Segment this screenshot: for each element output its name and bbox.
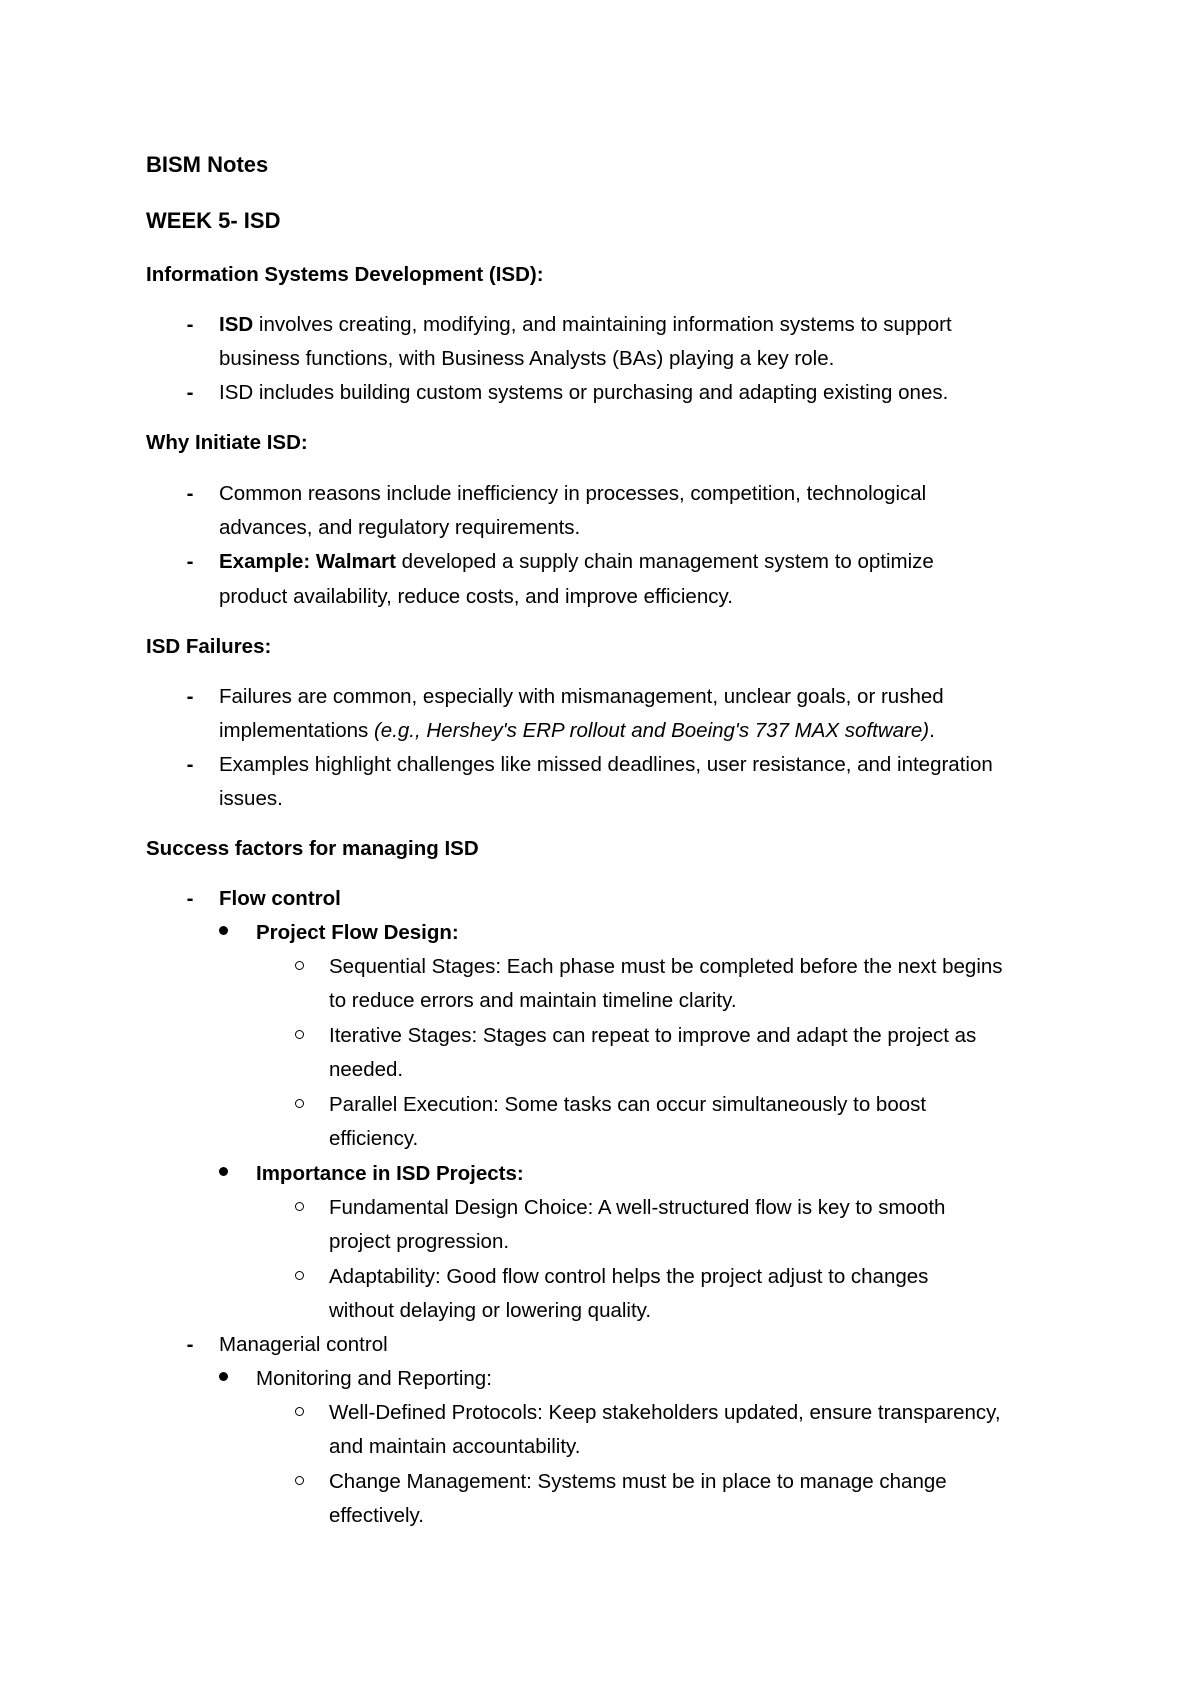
list-item-line: effectively. — [329, 1504, 424, 1527]
dash-bullet: - — [186, 753, 194, 776]
list-item-line: Fundamental Design Choice: A well-structured flow is key to smooth — [329, 1196, 946, 1219]
list-item-text: developed a supply chain management system to optimize — [395, 550, 934, 573]
dash-bullet: - — [186, 482, 194, 505]
list-item-line: Failures are common, especially with mismanagement, unclear goals, or rushed — [219, 685, 944, 708]
bullet-dot — [219, 1167, 228, 1176]
list-item-line: Well-Defined Protocols: Keep stakeholders updated, ensure transparency, — [329, 1401, 1001, 1424]
list-item-line: ISD includes building custom systems or purchasing and adapting existing ones. — [219, 381, 949, 404]
list-item-line: advances, and regulatory requirements. — [219, 516, 581, 539]
document-title: BISM Notes — [146, 152, 269, 177]
list-item-line: to reduce errors and maintain timeline clarity. — [329, 989, 737, 1012]
bullet-circle — [295, 1476, 304, 1485]
dash-bullet: - — [186, 313, 194, 336]
list-item-line: Sequential Stages: Each phase must be completed before the next begins — [329, 955, 1003, 978]
dash-bullet: - — [186, 685, 194, 708]
importance-label: Importance in ISD Projects: — [256, 1162, 524, 1185]
list-item-line: Common reasons include inefficiency in processes, competition, technological — [219, 482, 927, 505]
week-heading: WEEK 5- ISD — [146, 208, 281, 233]
list-item-text: implementations — [219, 719, 374, 742]
list-item-line: Iterative Stages: Stages can repeat to improve and adapt the project as — [329, 1024, 977, 1047]
list-item-line: product availability, reduce costs, and improve efficiency. — [219, 585, 733, 608]
list-item-text: involves creating, modifying, and maintaining information systems to support — [253, 313, 952, 336]
flow-control-label: Flow control — [219, 887, 341, 910]
list-item-line: and maintain accountability. — [329, 1435, 581, 1458]
bold-term: ISD — [219, 313, 254, 336]
list-item-text: . — [929, 719, 935, 742]
list-item-line: Examples highlight challenges like missed deadlines, user resistance, and integration — [219, 753, 993, 776]
bullet-circle — [295, 1202, 304, 1211]
dash-bullet: - — [186, 550, 194, 573]
list-item-line: needed. — [329, 1058, 404, 1081]
list-item-line: without delaying or lowering quality. — [329, 1299, 652, 1322]
dash-bullet: - — [186, 381, 194, 404]
bullet-circle — [295, 1271, 304, 1280]
bold-term: Example: Walmart — [219, 550, 396, 573]
list-item-line: business functions, with Business Analysts (BAs) playing a key role. — [219, 347, 835, 370]
section-heading-failures: ISD Failures: — [146, 635, 272, 658]
list-item-line: efficiency. — [329, 1127, 419, 1150]
bullet-circle — [295, 1099, 304, 1108]
italic-example: (e.g., Hershey's ERP rollout and Boeing's 737 MAX software) — [373, 719, 930, 742]
section-heading-success: Success factors for managing ISD — [146, 837, 479, 860]
list-item-line — [219, 549, 934, 575]
list-item-line: issues. — [219, 787, 283, 810]
list-item-line: Adaptability: Good flow control helps the project adjust to changes — [329, 1265, 929, 1288]
bullet-dot — [219, 926, 228, 935]
project-flow-design-label: Project Flow Design: — [256, 921, 459, 944]
list-item-line: Change Management: Systems must be in place to manage change — [329, 1470, 947, 1493]
dash-bullet: - — [186, 1333, 194, 1356]
list-item-line: Parallel Execution: Some tasks can occur simultaneously to boost — [329, 1093, 927, 1116]
list-item-line: project progression. — [329, 1230, 510, 1253]
bullet-circle — [295, 1030, 304, 1039]
bullet-circle — [295, 961, 304, 970]
section-heading-isd: Information Systems Development (ISD): — [146, 263, 544, 286]
monitoring-label: Monitoring and Reporting: — [256, 1367, 492, 1390]
list-item-line — [219, 718, 935, 744]
bullet-circle — [295, 1407, 304, 1416]
bullet-dot — [219, 1372, 228, 1381]
section-heading-why: Why Initiate ISD: — [146, 431, 308, 454]
list-item-line — [219, 312, 952, 338]
managerial-control-label: Managerial control — [219, 1333, 388, 1356]
dash-bullet: - — [186, 887, 194, 910]
